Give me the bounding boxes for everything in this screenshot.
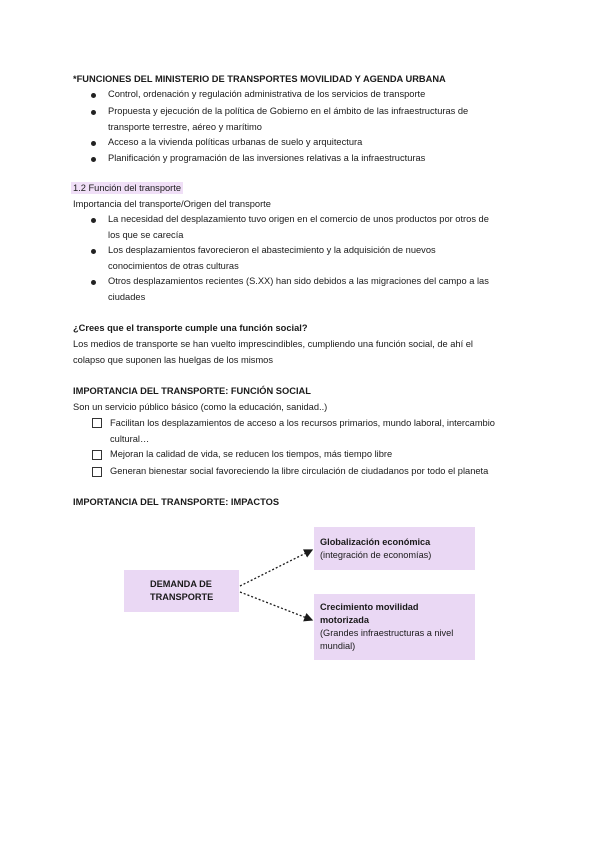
list-item: Otros desplazamientos recientes (S.XX) han sido debidos a las migraciones del campo a las [108, 276, 489, 286]
transport-demand-label-line2: TRANSPORTE [150, 592, 214, 602]
arrow-to-globalization [240, 550, 312, 586]
checklist-item-continuation: cultural… [110, 434, 150, 444]
economic-globalization-subtitle: (integración de economías) [320, 550, 432, 560]
list-item: Acceso a la vivienda políticas urbanas de suelo y arquitectura [108, 137, 363, 147]
list-item: La necesidad del desplazamiento tuvo origen en el comercio de unos productos por otros de [108, 214, 489, 224]
list-item: Los desplazamientos favorecieron el abastecimiento y la adquisición de nuevos [108, 245, 436, 255]
mobility-growth-subtitle-line2: mundial) [320, 641, 356, 651]
paragraph-line: Los medios de transporte se han vuelto imprescindibles, cumpliendo una función social, de ahí el [73, 339, 474, 349]
ministry-functions-title: *FUNCIONES DEL MINISTERIO DE TRANSPORTES MOVILIDAD Y AGENDA URBANA [73, 74, 446, 84]
list-item-continuation: transporte terrestre, aéreo y marítimo [108, 122, 262, 132]
mobility-growth-subtitle-line1: (Grandes infraestructuras a nivel [320, 628, 454, 638]
list-item-continuation: ciudades [108, 292, 146, 302]
social-function-question: ¿Crees que el transporte cumple una función social? [73, 323, 308, 333]
transport-demand-label-line1: DEMANDA DE [150, 579, 212, 589]
checklist-item: Facilitan los desplazamientos de acceso a los recursos primarios, mundo laboral, intercambio [110, 418, 495, 428]
list-item: Planificación y programación de las inversiones relativas a la infraestructuras [108, 153, 426, 163]
list-item: Propuesta y ejecución de la política de Gobierno en el ámbito de las infraestructuras de [108, 106, 469, 116]
economic-globalization-title: Globalización económica [320, 537, 431, 547]
checklist-item: Mejoran la calidad de vida, se reducen los tiempos, más tiempo libre [110, 449, 393, 459]
impacts-title: IMPORTANCIA DEL TRANSPORTE: IMPACTOS [73, 497, 280, 507]
arrow-to-mobility [240, 592, 312, 620]
transport-function-heading: 1.2 Función del transporte [73, 183, 182, 193]
list-item-continuation: los que se carecía [108, 230, 184, 240]
mobility-growth-title-line1: Crecimiento movilidad [320, 602, 419, 612]
mobility-growth-title-line2: motorizada [320, 615, 370, 625]
list-item-continuation: conocimientos de otras culturas [108, 261, 239, 271]
section-subheading: Importancia del transporte/Origen del transporte [73, 199, 271, 209]
paragraph-line: colapso que suponen las huelgas de los mismos [73, 355, 274, 365]
social-function-title: IMPORTANCIA DEL TRANSPORTE: FUNCIÓN SOCIAL [73, 386, 311, 396]
social-function-intro: Son un servicio público básico (como la educación, sanidad..) [73, 402, 328, 412]
list-item: Control, ordenación y regulación administrativa de los servicios de transporte [108, 89, 426, 99]
checklist-item: Generan bienestar social favoreciendo la libre circulación de ciudadanos por todo el planeta [110, 466, 489, 476]
